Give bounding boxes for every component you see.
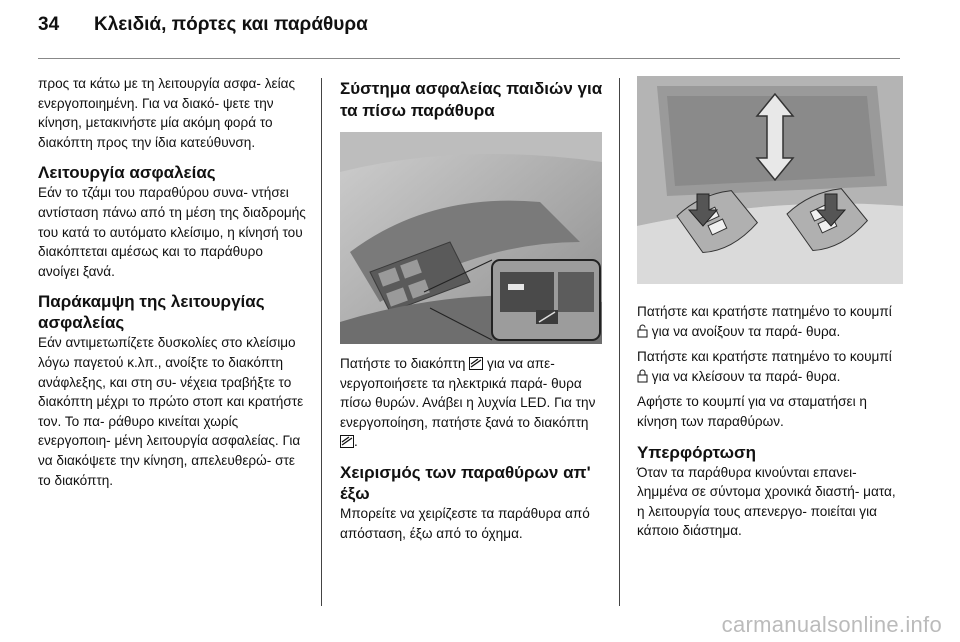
open-text-b: για να ανοίξουν τα παρά- θυρα. — [651, 323, 841, 339]
page-header — [38, 14, 368, 36]
column-divider-2 — [619, 78, 620, 606]
remote-operation-heading: Χειρισμός των παραθύρων απ' έξω — [340, 462, 591, 503]
intro-paragraph: προς τα κάτω με τη λειτουργία ασφα- λείας ενεργοποιημένη. Για να διακό- ψετε την κίνηση, μετακινήστε μία ακόμη φορά το διακόπτη προς την ίδια κατεύθυνση. — [38, 76, 295, 150]
child-text-c: . — [354, 434, 358, 450]
key-remote-illustration — [637, 76, 903, 284]
watermark: carmanualsonline.info — [721, 612, 942, 637]
override-paragraph: Εάν αντιμετωπίζετε δυσκολίες στο κλείσιμο λόγω παγετού κ.λπ., ανοίξτε το διακόπτη ανάφλεξης, και στη συ- νέχεια τραβήξτε το διακόπτη μέχρι το πρώτο στοπ και κρατήστε τον. Το πα- ράθυρο κινείται χωρίς ενεργοποιη- μένη λειτουργία ασφαλείας. Για να διακόψετε την κίνηση, απελευθερώ- στε το διακόπτη. — [38, 335, 304, 488]
child-text-a: Πατήστε το διακόπτη — [340, 356, 466, 371]
chapter-title: Κλειδιά, πόρτες και παράθυρα — [94, 14, 368, 35]
page-number: 34 — [38, 14, 60, 35]
close-text-a: Πατήστε και κρατήστε πατημένο το κουμπί — [637, 349, 892, 365]
column-divider-1 — [321, 78, 322, 606]
overload-paragraph: Όταν τα παράθυρα κινούνται επανει- λημμένα σε σύντομα χρονικά διαστή- ματα, η λειτουργία τους απενεργο- ποιείται για κάποιο διάστημα. — [637, 464, 896, 539]
safety-paragraph: Εάν το τζάμι του παραθύρου συνα- ντήσει αντίσταση πάνω από τη μέση της διαδρομής του κατά το αυτόματο κλείσιμο, η κίνησή του διακόπτεται αμέσως και το παράθυρο ανοίγει ξανά. — [38, 185, 306, 279]
override-heading: Παράκαμψη της λειτουργίας ασφαλείας — [38, 292, 265, 333]
open-text-a: Πατήστε και κρατήστε πατημένο το κουμπί — [637, 304, 892, 319]
open-windows-paragraph — [637, 302, 905, 341]
column-3 — [637, 74, 905, 547]
header-rule — [38, 58, 900, 59]
safety-heading: Λειτουργία ασφαλείας — [38, 163, 216, 183]
child-lock-paragraph — [340, 354, 605, 452]
column-2 — [340, 74, 605, 549]
close-text-b: για να κλείσουν τα παρά- θυρα. — [651, 368, 841, 384]
unlock-icon — [637, 324, 648, 338]
child-lock-icon — [469, 357, 483, 370]
release-button-paragraph: Αφήστε το κουμπί για να σταματήσει η κίνηση των παραθύρων. — [637, 394, 867, 429]
child-lock-icon — [340, 435, 354, 448]
overload-heading: Υπερφόρτωση — [637, 442, 757, 462]
close-windows-paragraph — [637, 347, 905, 386]
child-text-b: για να απε- νεργοποιήσετε τα ηλεκτρικά παρά- θυρα πίσω θυρών. Ανάβει η λυχνία LED. Για την ενεργοποίηση, πατήστε ξανά το διακόπτη — [340, 356, 596, 430]
lock-icon — [637, 369, 648, 383]
column-1 — [38, 74, 306, 496]
window-switch-illustration — [340, 132, 602, 344]
remote-operation-paragraph: Μπορείτε να χειρίζεστε τα παράθυρα από απόσταση, έξω από το όχημα. — [340, 505, 590, 541]
child-safety-heading: Σύστημα ασφαλείας παιδιών για τα πίσω παράθυρα — [340, 79, 603, 120]
